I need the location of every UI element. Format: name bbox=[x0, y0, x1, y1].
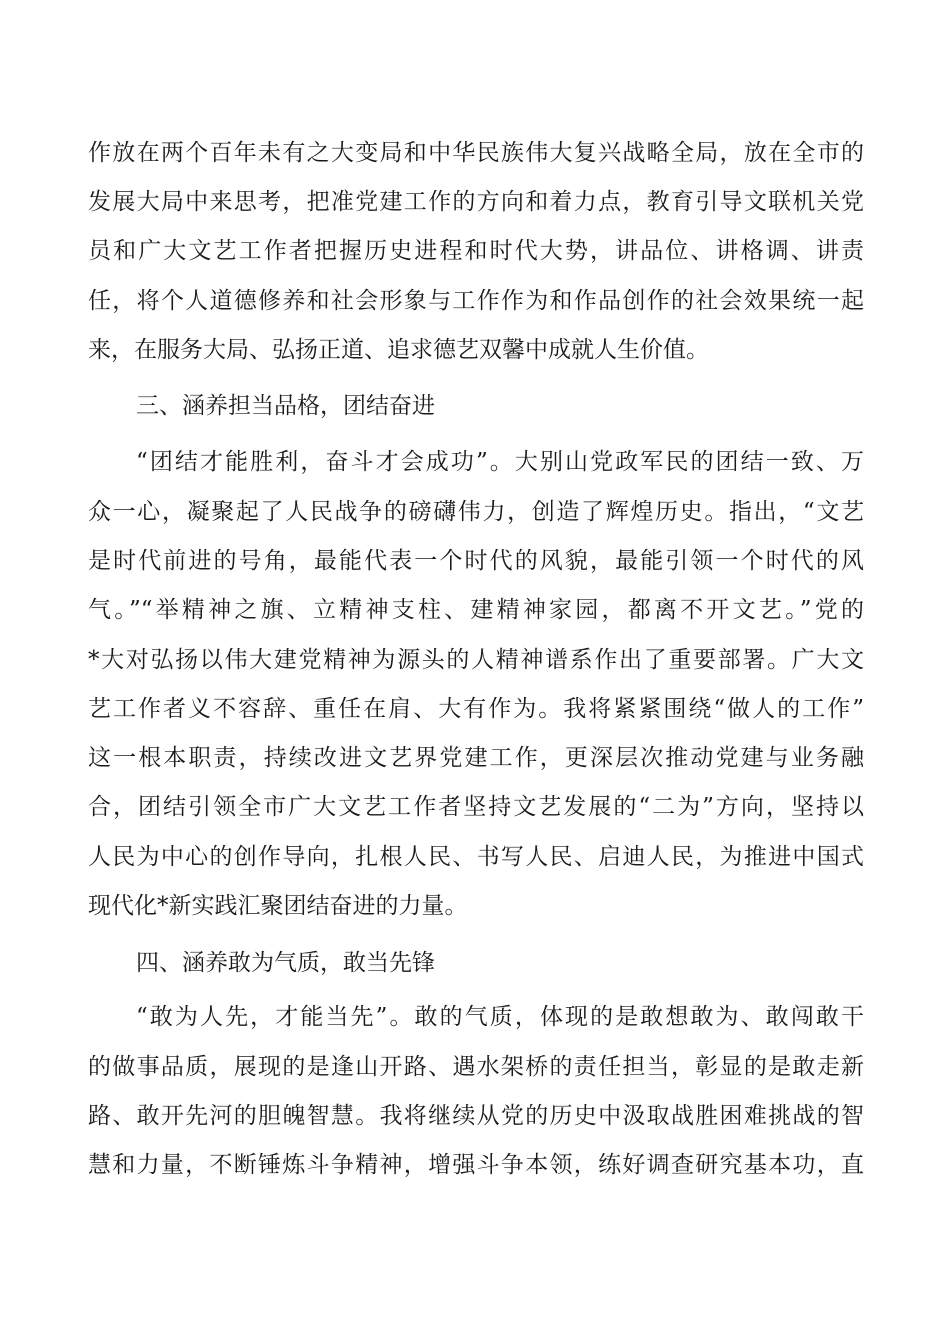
text-line: 任，将个人道德修养和社会形象与工作作为和作品创作的社会效果统一起 bbox=[88, 288, 864, 314]
text-line: 作放在两个百年未有之大变局和中华民族伟大复兴战略全局，放在全市的 bbox=[88, 140, 864, 166]
text-line: 这一根本职责，持续改进文艺界党建工作，更深层次推动党建与业务融 bbox=[88, 745, 864, 771]
text-line: 人民为中心的创作导向，扎根人民、书写人民、启迪人民，为推进中国式 bbox=[88, 844, 864, 870]
text-line: 气。”“举精神之旗、立精神支柱、建精神家园，都离不开文艺。”党的 bbox=[88, 597, 864, 623]
text-line: “团结才能胜利，奋斗才会成功”。大别山党政军民的团结一致、万 bbox=[136, 449, 864, 475]
text-line: 来，在服务大局、弘扬正道、追求德艺双馨中成就人生价值。 bbox=[88, 337, 709, 363]
text-line: 员和广大文艺工作者把握历史进程和时代大势，讲品位、讲格调、讲责 bbox=[88, 238, 864, 264]
text-line: 慧和力量，不断锤炼斗争精神，增强斗争本领，练好调查研究基本功，直 bbox=[88, 1152, 864, 1178]
text-line: 众一心，凝聚起了人民战争的磅礴伟力，创造了辉煌历史。指出，“文艺 bbox=[88, 499, 864, 525]
text-line: 现代化*新实践汇聚团结奋进的力量。 bbox=[88, 893, 468, 919]
text-line: 的做事品质，展现的是逢山开路、遇水架桥的责任担当，彰显的是敢走新 bbox=[88, 1054, 864, 1080]
text-line: *大对弘扬以伟大建党精神为源头的人精神谱系作出了重要部署。广大文 bbox=[88, 647, 864, 673]
text-line: 合，团结引领全市广大文艺工作者坚持文艺发展的“二为”方向，坚持以 bbox=[88, 794, 864, 820]
text-line: “敢为人先，才能当先”。敢的气质，体现的是敢想敢为、敢闯敢干 bbox=[136, 1004, 864, 1030]
text-line: 艺工作者义不容辞、重任在肩、大有作为。我将紧紧围绕“做人的工作” bbox=[88, 696, 864, 722]
section-heading: 四、涵养敢为气质，敢当先锋 bbox=[136, 950, 435, 976]
text-line: 是时代前进的号角，最能代表一个时代的风貌，最能引领一个时代的风 bbox=[88, 548, 864, 574]
section-heading: 三、涵养担当品格，团结奋进 bbox=[136, 393, 435, 419]
text-line: 发展大局中来思考，把准党建工作的方向和着力点，教育引导文联机关党 bbox=[88, 189, 864, 215]
text-line: 路、敢开先河的胆魄智慧。我将继续从党的历史中汲取战胜困难挑战的智 bbox=[88, 1103, 864, 1129]
